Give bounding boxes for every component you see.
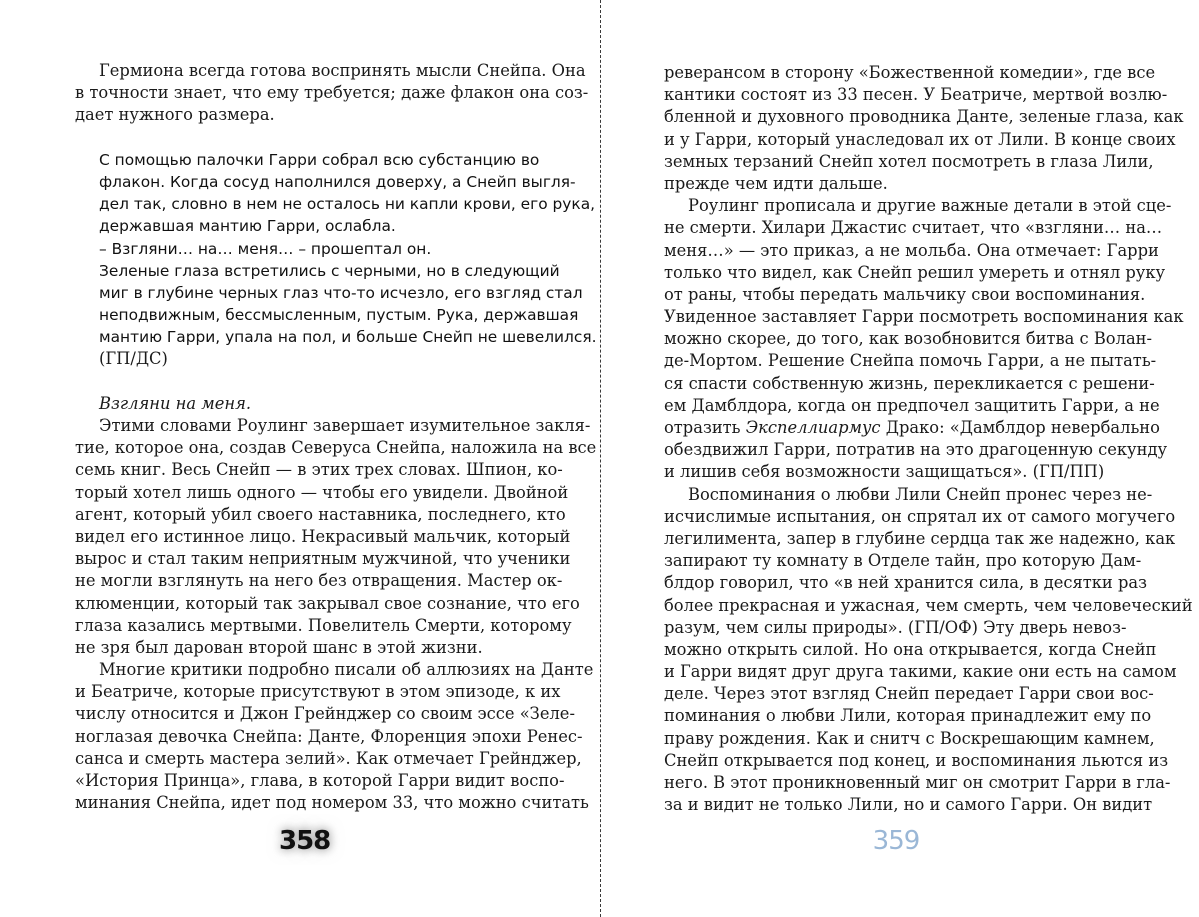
text-line: державшая мантию Гарри, ослабла. bbox=[99, 217, 396, 236]
text-line: агент, который убил своего наставника, последнего, кто bbox=[75, 504, 566, 524]
text-line: Увиденное заставляет Гарри посмотреть воспоминания как bbox=[664, 307, 1184, 327]
text-line: Снейп открывается под конец, и воспоминания льются из bbox=[664, 750, 1169, 770]
text-line: можно открыть силой. Но она открывается, когда Снейп bbox=[664, 639, 1157, 659]
text-line: легилимента, запер в глубине сердца так же надежно, как bbox=[664, 528, 1176, 548]
text-line: реверансом в сторону «Божественной комедии», где все bbox=[664, 63, 1156, 82]
text-line: (ГП/ДС) bbox=[99, 349, 168, 369]
italic-term: Экспеллиармус bbox=[745, 418, 881, 437]
text-line: и лишив себя возможности защищаться». (ГП/ПП) bbox=[664, 462, 1105, 482]
text-line: праву рождения. Как и снитч с Воскрешающим камнем, bbox=[664, 728, 1155, 748]
text-line: санса и смерть мастера зелий». Как отмечает Грейнджер, bbox=[75, 748, 582, 768]
text-line: поминания о любви Лили, которая принадлежит ему по bbox=[664, 706, 1152, 726]
paragraph-gap bbox=[75, 371, 537, 393]
text-line: видел его истинное лицо. Некрасивый мальчик, который bbox=[75, 526, 571, 546]
text-line: Зеленые глаза встретились с черными, но в следующий bbox=[99, 261, 560, 280]
text-line: только что видел, как Снейп решил умереть и отнял руку bbox=[664, 262, 1166, 282]
right-page-body bbox=[664, 62, 1193, 816]
text-line: торый хотел лишь одного — чтобы его увидели. Двойной bbox=[75, 482, 569, 502]
text-line: числу относится и Джон Грейнджер со своим эссе «Зеле- bbox=[75, 704, 575, 724]
text-line: меня…» — это приказ, а не мольба. Она отмечает: Гарри bbox=[664, 240, 1159, 260]
text-line: Взгляни на меня. bbox=[99, 393, 252, 413]
text-line: миг в глубине черных глаз что-то исчезло, его взгляд стал bbox=[99, 283, 583, 302]
text-line: флакон. Когда сосуд наполнился доверху, а Снейп выгля- bbox=[99, 172, 576, 191]
text-line: от раны, чтобы передать мальчику свои воспоминания. bbox=[664, 284, 1146, 304]
text-line: глаза казались мертвыми. Повелитель Смерти, которому bbox=[75, 615, 572, 635]
text-line: Многие критики подробно писали об аллюзиях на Данте bbox=[99, 660, 594, 680]
text-line: более прекрасная и ужасная, чем смерть, чем человеческий bbox=[664, 595, 1193, 615]
text-line: Роулинг прописала и другие важные детали в этой сце- bbox=[688, 196, 1172, 216]
text-line: не смерти. Хилари Джастис считает, что «взгляни… на… bbox=[664, 218, 1163, 238]
text-line: не могли взглянуть на него без отвращения. Мастер ок- bbox=[75, 571, 563, 591]
text-line: земных терзаний Снейп хотел посмотреть в глаза Лили, bbox=[664, 151, 1154, 171]
text-line: прежде чем идти дальше. bbox=[664, 173, 888, 193]
text-line: мантию Гарри, упала на пол, и больше Снейп не шевелился. bbox=[99, 328, 597, 347]
text-line: Воспоминания о любви Лили Снейп пронес через не- bbox=[688, 484, 1153, 504]
text-line: тие, которое она, создав Северуса Снейпа, наложила на все bbox=[75, 438, 597, 458]
text-line: Этими словами Роулинг завершает изумительное закля- bbox=[99, 416, 591, 435]
text-line: него. В этот проникновенный миг он смотрит Гарри в гла- bbox=[664, 773, 1171, 792]
paragraph-gap bbox=[75, 127, 537, 149]
right-page bbox=[601, 0, 1199, 917]
text-line: неподвижным, бессмысленным, пустым. Рука, державшая bbox=[99, 306, 579, 325]
text-line: блдор говорил, что «в ней хранится сила, в десятки раз bbox=[664, 573, 1147, 593]
text-line: – Взгляни… на… меня… – прошептал он. bbox=[99, 239, 432, 258]
text-line: дел так, словно в нем не осталось ни капли крови, его рука, bbox=[99, 195, 596, 214]
text-line: ся спасти собственную жизнь, перекликается с решени- bbox=[664, 373, 1155, 393]
text-line: дает нужного размера. bbox=[75, 105, 275, 125]
text-line: и Гарри видят друг друга такими, какие они есть на самом bbox=[664, 662, 1177, 682]
text-line: ем Дамблдора, когда он предпочел защитить Гарри, а не bbox=[664, 395, 1160, 415]
text-line: бленной и духовного проводника Данте, зеленые глаза, как bbox=[664, 107, 1184, 127]
text-line: вырос и стал таким неприятным мужчиной, что ученики bbox=[75, 549, 571, 569]
text-line: С помощью палочки Гарри собрал всю субстанцию во bbox=[99, 150, 540, 169]
text-line: «История Принца», глава, в которой Гарри видит воспо- bbox=[75, 771, 565, 790]
text-line: за и видит не только Лили, но и самого Гарри. Он видит bbox=[664, 795, 1153, 815]
text-line: разум, чем силы природы». (ГП/ОФ) Эту дверь невоз- bbox=[664, 617, 1127, 637]
text-line: кантики состоят из 33 песен. У Беатриче, мертвой возлю- bbox=[664, 85, 1168, 105]
text-line: в точности знает, что ему требуется; даже флакон она соз- bbox=[75, 83, 589, 103]
text-line: де-Мортом. Решение Снейпа помочь Гарри, а не пытать- bbox=[664, 351, 1157, 371]
text-line: и у Гарри, который унаследовал их от Лили. В конце своих bbox=[664, 129, 1176, 149]
text-line: ноглазая девочка Снейпа: Данте, Флоренция эпохи Ренес- bbox=[75, 726, 583, 746]
page-number-left: 358 bbox=[279, 826, 331, 856]
text-line: обездвижил Гарри, потратив на это драгоценную секунду bbox=[664, 440, 1168, 460]
text-line: запирают ту комнату в Отделе тайн, про которую Дам- bbox=[664, 551, 1142, 571]
left-page-body bbox=[75, 60, 597, 814]
text-line: можно скорее, до того, как возобновится битва с Волан- bbox=[664, 329, 1153, 349]
text-line: клюменции, который так закрывал свое сознание, что его bbox=[75, 593, 580, 613]
text-line: семь книг. Весь Снейп — в этих трех словах. Шпион, ко- bbox=[75, 460, 563, 480]
page-number-right: 359 bbox=[872, 826, 920, 856]
text-line: не зря был дарован второй шанс в этой жизни. bbox=[75, 637, 483, 657]
text-line: и Беатриче, которые присутствуют в этом эпизоде, к их bbox=[75, 682, 561, 702]
text-line: отразить Экспеллиармус Драко: «Дамблдор невербально bbox=[664, 418, 1160, 437]
text-line: деле. Через этот взгляд Снейп передает Гарри свои вос- bbox=[664, 684, 1154, 704]
text-line: исчислимые испытания, он спрятал их от самого могучего bbox=[664, 506, 1176, 526]
text-line: минания Снейпа, идет под номером 33, что можно считать bbox=[75, 793, 589, 813]
text-line: Гермиона всегда готова воспринять мысли Снейпа. Она bbox=[99, 61, 586, 80]
